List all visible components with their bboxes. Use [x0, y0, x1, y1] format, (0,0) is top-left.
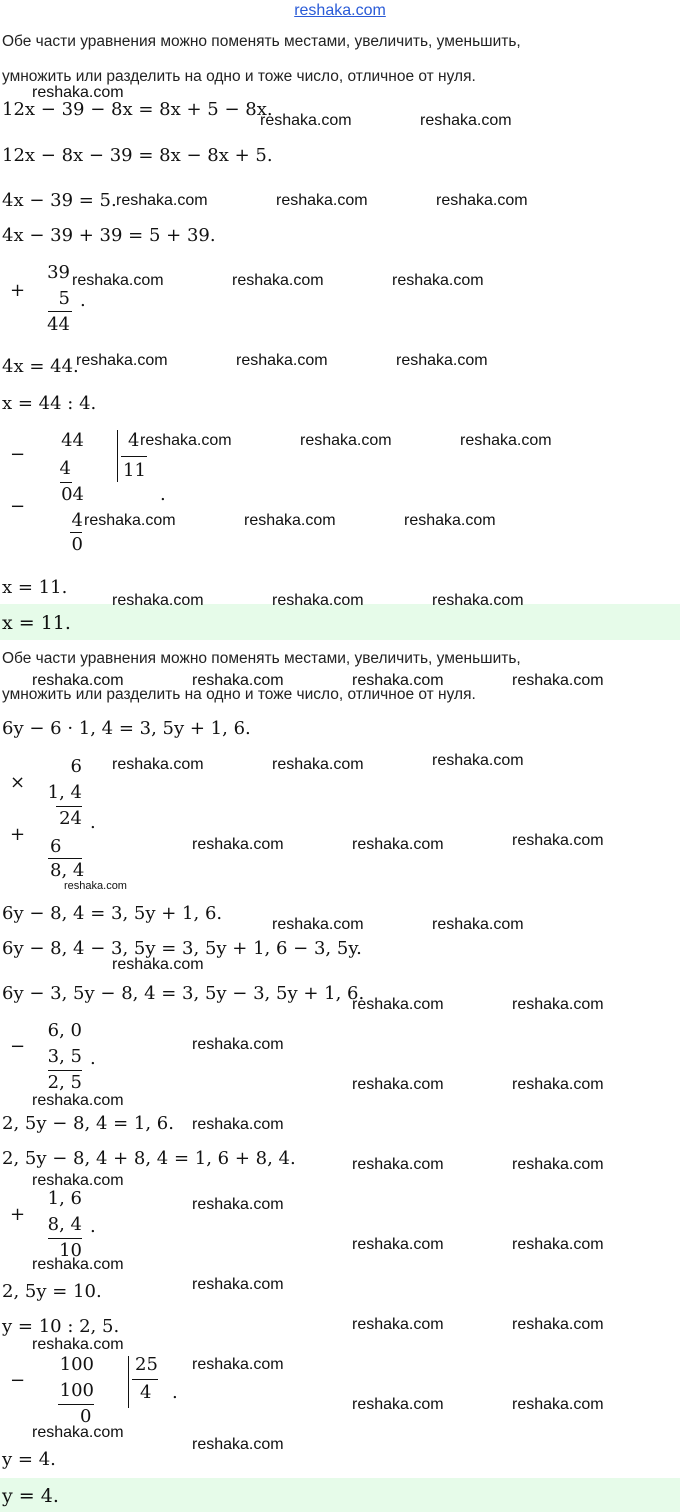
plus-sign: + [10, 824, 26, 845]
site-link[interactable]: reshaka.com [294, 2, 386, 19]
watermark: reshaka.com [192, 836, 284, 853]
watermark: reshaka.com [272, 756, 364, 773]
p1-eq4: 4x − 39 + 39 = 5 + 39. [2, 225, 216, 246]
watermark: reshaka.com [272, 592, 364, 609]
watermark: reshaka.com [116, 192, 208, 209]
watermark: reshaka.com [112, 592, 204, 609]
watermark: reshaka.com [432, 752, 524, 769]
addend-2: 8, 4 [47, 1214, 82, 1235]
note-line-3: Обе части уравнения можно поменять местами, увеличить, уменьшить, [2, 650, 521, 667]
dot: . [80, 290, 86, 311]
watermark: reshaka.com [192, 1356, 284, 1373]
p1-eq2: 12x − 8x − 39 = 8x − 8x + 5. [2, 145, 273, 166]
watermark: reshaka.com [192, 672, 284, 689]
watermark: reshaka.com [32, 1092, 124, 1109]
answer-box-2 [0, 1478, 680, 1512]
watermark: reshaka.com [432, 916, 524, 933]
watermark: reshaka.com [84, 512, 176, 529]
minuend: 6, 0 [47, 1020, 82, 1041]
watermark: reshaka.com [352, 1156, 444, 1173]
dot: . [90, 812, 96, 833]
note-line-1: Обе части уравнения можно поменять местами, увеличить, уменьшить, [2, 33, 521, 50]
dividend: 44 [61, 430, 84, 451]
subtrahend: 100 [59, 1380, 94, 1401]
watermark: reshaka.com [436, 192, 528, 209]
p2-column-multiplication [0, 756, 120, 881]
watermark: reshaka.com [352, 1076, 444, 1093]
product: 8, 4 [50, 860, 85, 881]
watermark: reshaka.com [192, 1436, 284, 1453]
sum-line [48, 311, 72, 312]
watermark: reshaka.com [392, 272, 484, 289]
p1-eq3: 4x − 39 = 5. [2, 190, 117, 211]
divisor: 25 [135, 1354, 158, 1375]
watermark: reshaka.com [404, 512, 496, 529]
p1-eq6: x = 44 : 4. [2, 393, 97, 414]
mul-line [56, 806, 82, 807]
p2-eq2: 6y − 8, 4 = 3, 5y + 1, 6. [2, 903, 223, 924]
plus-sign: + [10, 280, 26, 301]
watermark: reshaka.com [512, 1316, 604, 1333]
remainder: 0 [80, 1406, 92, 1427]
dot: . [172, 1382, 178, 1403]
sum-line [48, 858, 82, 859]
watermark: reshaka.com [352, 996, 444, 1013]
dot: . [160, 484, 166, 505]
p2-eq8: y = 10 : 2, 5. [2, 1316, 120, 1337]
watermark: reshaka.com [236, 352, 328, 369]
watermark: reshaka.com [32, 1256, 124, 1273]
addend-1: 39 [47, 262, 70, 283]
watermark: reshaka.com [32, 1424, 124, 1441]
watermark: reshaka.com [352, 1236, 444, 1253]
watermark: reshaka.com [352, 672, 444, 689]
watermark: reshaka.com [300, 432, 392, 449]
watermark: reshaka.com [32, 672, 124, 689]
p1-eq7: x = 11. [2, 577, 68, 598]
watermark: reshaka.com [512, 996, 604, 1013]
p1-eq5: 4x = 44. [2, 356, 79, 377]
watermark: reshaka.com [460, 432, 552, 449]
watermark: reshaka.com [32, 1172, 124, 1189]
watermark: reshaka.com [244, 512, 336, 529]
watermark: reshaka.com [512, 672, 604, 689]
p2-eq7: 2, 5y = 10. [2, 1281, 102, 1302]
sum: 44 [47, 314, 70, 335]
sum-line [48, 1238, 82, 1239]
minus-sign: − [10, 1036, 26, 1057]
watermark: reshaka.com [272, 916, 364, 933]
times-sign: × [10, 772, 26, 793]
p2-eq1: 6y − 6 · 1, 4 = 3, 5y + 1, 6. [2, 718, 251, 739]
watermark: reshaka.com [276, 192, 368, 209]
answer-1: x = 11. [2, 612, 71, 634]
watermark: reshaka.com [76, 352, 168, 369]
p2-eq6: 2, 5y − 8, 4 + 8, 4 = 1, 6 + 8, 4. [2, 1148, 296, 1169]
sub-line-1 [60, 482, 72, 483]
sub-line-2 [70, 532, 82, 533]
watermark: reshaka.com [512, 1156, 604, 1173]
p1-eq1: 12x − 39 − 8x = 8x + 5 − 8x. [2, 99, 273, 120]
diff-line [48, 1070, 82, 1071]
watermark: reshaka.com [192, 1116, 284, 1133]
p2-eq3: 6y − 8, 4 − 3, 5y = 3, 5y + 1, 6 − 3, 5y. [2, 938, 362, 959]
subtrahend-2: 4 [71, 510, 83, 531]
minus-sign-2: − [10, 496, 26, 517]
subtrahend: 3, 5 [47, 1046, 82, 1067]
answer-2: y = 4. [2, 1485, 59, 1507]
division-bar [128, 1356, 129, 1408]
dot: . [90, 1048, 96, 1069]
watermark: reshaka.com [352, 1396, 444, 1413]
watermark: reshaka.com [112, 956, 204, 973]
division-bar [117, 430, 118, 482]
note-line-4: умножить или разделить на одно и тоже число, отличное от нуля. [2, 686, 476, 703]
dot: . [90, 1216, 96, 1237]
watermark: reshaka.com [352, 1316, 444, 1333]
watermark: reshaka.com [72, 272, 164, 289]
watermark: reshaka.com [192, 1276, 284, 1293]
watermark: reshaka.com [396, 352, 488, 369]
addend-2: 5 [58, 288, 70, 309]
addend-1: 1, 6 [47, 1188, 82, 1209]
plus-sign: + [10, 1204, 26, 1225]
watermark: reshaka.com [512, 1236, 604, 1253]
minus-sign: − [10, 1370, 26, 1391]
watermark: reshaka.com [32, 1336, 124, 1353]
quotient-line [121, 456, 147, 457]
p2-eq9: y = 4. [2, 1449, 56, 1470]
quotient: 11 [123, 460, 146, 481]
watermark: reshaka.com [512, 1076, 604, 1093]
sub-line [58, 1404, 94, 1405]
watermark: reshaka.com [232, 272, 324, 289]
watermark: reshaka.com [512, 832, 604, 849]
watermark: reshaka.com [420, 112, 512, 129]
watermark: reshaka.com [192, 1036, 284, 1053]
quotient-line [132, 1379, 158, 1380]
watermark: reshaka.com [192, 1196, 284, 1213]
dividend: 100 [59, 1354, 94, 1375]
watermark: reshaka.com [260, 112, 352, 129]
remainder-1: 04 [61, 484, 84, 505]
divisor: 4 [128, 430, 140, 451]
watermark: reshaka.com [112, 756, 204, 773]
minus-sign-1: − [10, 444, 26, 465]
watermark: reshaka.com [140, 432, 232, 449]
watermark: reshaka.com [432, 592, 524, 609]
p2-eq4: 6y − 3, 5y − 8, 4 = 3, 5y − 3, 5y + 1, 6. [2, 983, 365, 1004]
note-line-2: умножить или разделить на одно и тоже число, отличное от нуля. [2, 68, 476, 85]
quotient: 4 [140, 1382, 152, 1403]
watermark: reshaka.com [64, 880, 127, 892]
p2-column-subtraction [0, 1020, 120, 1100]
sum: 10 [59, 1240, 82, 1261]
difference: 2, 5 [47, 1072, 82, 1093]
partial-1: 24 [59, 808, 82, 829]
factor-2: 1, 4 [47, 782, 82, 803]
subtrahend-1: 4 [59, 458, 71, 479]
factor-1: 6 [70, 756, 82, 777]
watermark: reshaka.com [512, 1396, 604, 1413]
partial-2: 6 [50, 836, 62, 857]
watermark: reshaka.com [32, 84, 124, 101]
remainder-2: 0 [71, 534, 83, 555]
p2-eq5: 2, 5y − 8, 4 = 1, 6. [2, 1113, 174, 1134]
watermark: reshaka.com [352, 836, 444, 853]
